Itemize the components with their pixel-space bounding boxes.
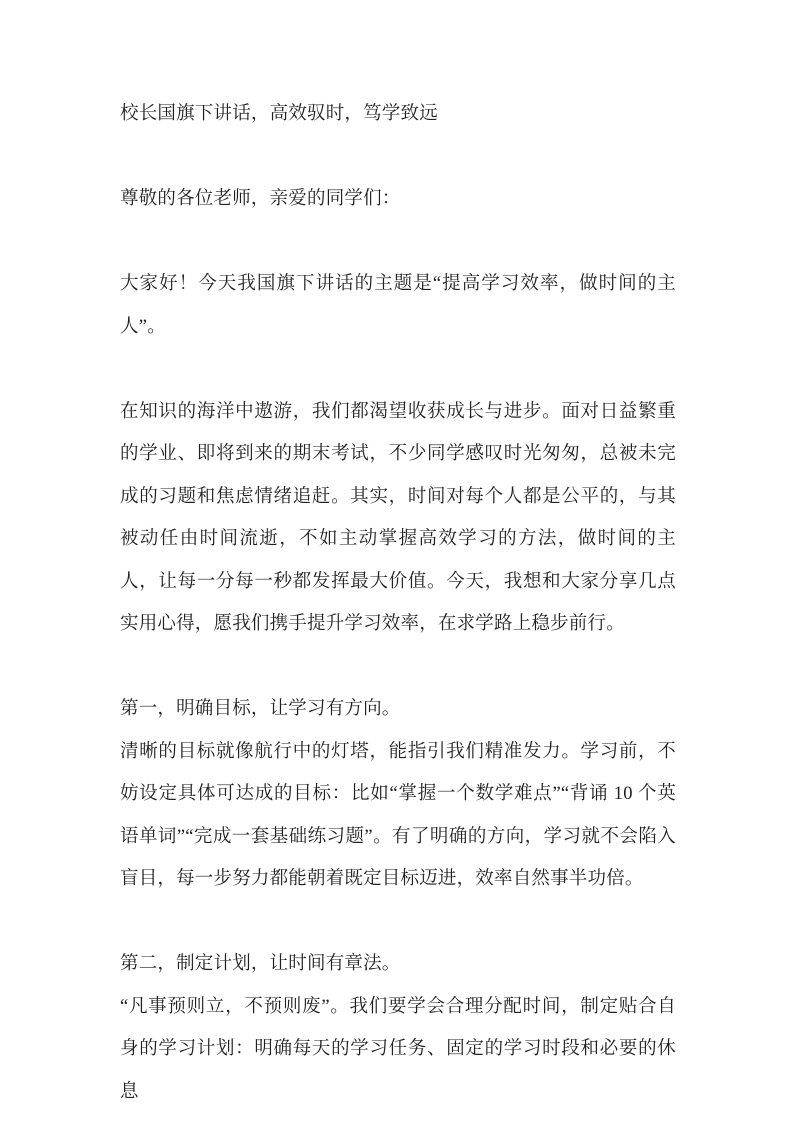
- salutation-line: 尊敬的各位老师，亲爱的同学们：: [120, 189, 401, 209]
- point-1-body: 清晰的目标就像航行中的灯塔，能指引我们精准发力。学习前，不妨设定具体可达成的目标：比如“掌握一个数学难点”“背诵 10 个英语单词”“完成一套基础练习题”。有了明确的方向，学习就不会陷入盲目，每一步努力都能朝着既定目标迈进，效率自然事半功倍。: [120, 741, 676, 889]
- intro-paragraph: 大家好！今天我国旗下讲话的主题是“提高学习效率，做时间的主人”。: [120, 274, 676, 337]
- point-2-body: “凡事预则立，不预则废”。我们要学会合理分配时间，制定贴合自身的学习计划：明确每天的学习任务、固定的学习时段和必要的休息: [120, 996, 676, 1102]
- point-1-heading: 第一，明确目标，让学习有方向。: [120, 699, 401, 719]
- point-2-heading: 第二，制定计划，让时间有章法。: [120, 954, 401, 974]
- document-title: 校长国旗下讲话，高效驭时，笃学致远: [120, 104, 438, 124]
- body-paragraph-1: 在知识的海洋中遨游，我们都渴望收获成长与进步。面对日益繁重的学业、即将到来的期末考试，不少同学感叹时光匆匆，总被未完成的习题和焦虑情绪追赶。其实，时间对每个人都是公平的，与其被动任由时间流逝，不如主动掌握高效学习的方法，做时间的主人，让每一分每一秒都发挥最大价值。今天，我想和大家分享几点实用心得，愿我们携手提升学习效率，在求学路上稳步前行。: [120, 401, 676, 634]
